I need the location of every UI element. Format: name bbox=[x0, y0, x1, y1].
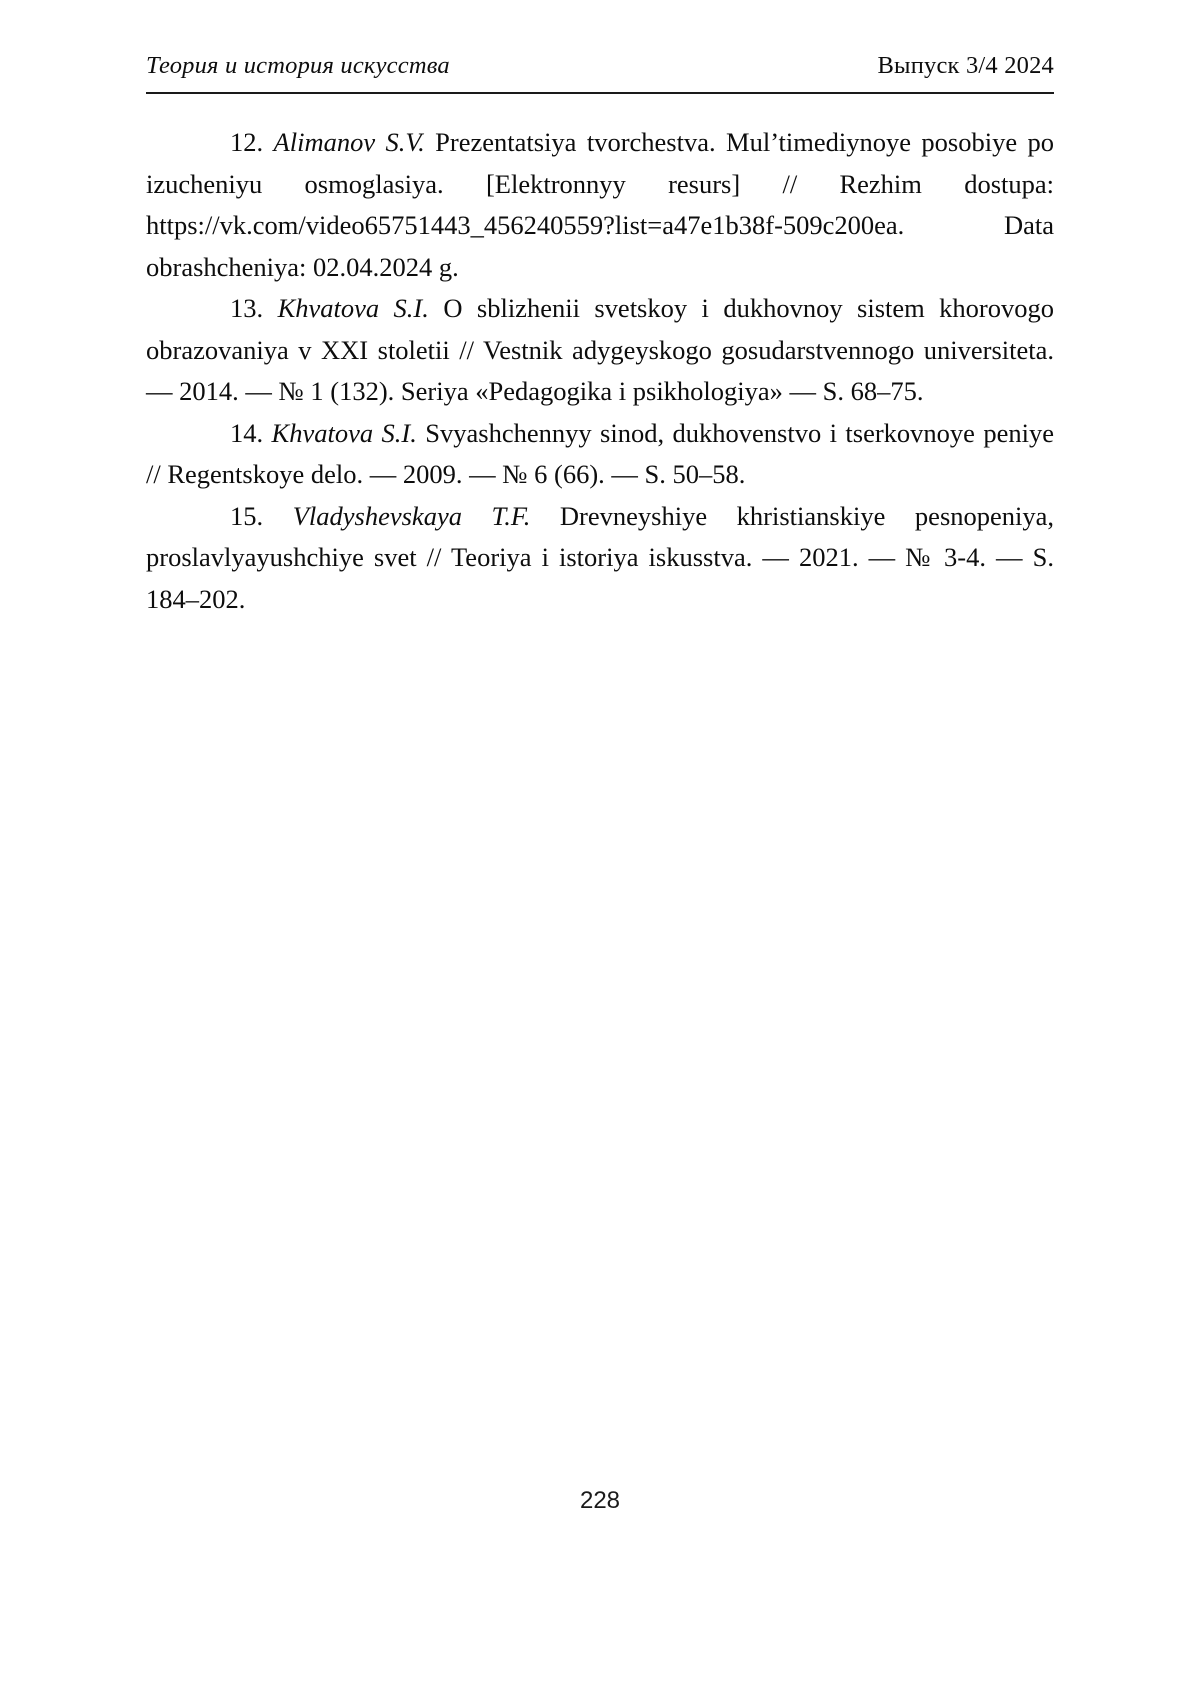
reference-text: Drevneyshiye khristianskiye pesnopeniya, proslavlyayushchiye svet // Teoriya i istoriya iskusstva. — 2021. — № 3-4. — S. 184–202. bbox=[146, 500, 1055, 614]
running-head bbox=[146, 52, 1054, 80]
reference-number: 15. bbox=[230, 500, 264, 531]
reference-authors: Vladyshevskaya T.F. bbox=[292, 500, 531, 531]
page-number: 228 bbox=[579, 1487, 621, 1514]
list-item bbox=[146, 496, 1054, 621]
reference-number: 12. bbox=[230, 127, 264, 157]
header-divider bbox=[146, 92, 1054, 94]
running-head-journal-title: Теория и история искусства bbox=[146, 52, 450, 79]
reference-authors: Khvatova S.I. bbox=[277, 293, 429, 323]
running-head-issue: Выпуск 3/4 2024 bbox=[877, 52, 1054, 79]
list-item bbox=[146, 413, 1054, 496]
reference-list bbox=[146, 122, 1054, 620]
reference-number: 14. bbox=[230, 417, 264, 448]
reference-text: Prezentatsiya tvorchestva. Mul’timediynoye posobiye po izucheniyu osmoglasiya. [Elektronnyy resurs] // Rezhim dostupa: https://vk.com/video65751443_456240559?list=a47e1b38f-509c200ea. Data obrashcheniya: 02.04.2024 g. bbox=[146, 127, 1054, 282]
reference-authors: Khvatova S.I. bbox=[271, 417, 417, 448]
reference-text: Svyashchennyy sinod, dukhovenstvo i tserkovnoye peniye // Regentskoye delo. — 2009. — № 6 (66). — S. 50–58. bbox=[146, 417, 1054, 489]
reference-text: O sblizhenii svetskoy i dukhovnoy sistem khorovogo obrazovaniya v XXI stoletii // Vestnik adygeyskogo gosudarstvennogo universiteta. — 2014. — № 1 (132). Seriya «Pedagogika i psikhologiya» — S. 68–75. bbox=[146, 293, 1055, 406]
reference-number: 13. bbox=[230, 293, 264, 323]
list-item bbox=[146, 288, 1054, 413]
reference-authors: Alimanov S.V. bbox=[273, 127, 425, 157]
list-item bbox=[146, 122, 1054, 288]
